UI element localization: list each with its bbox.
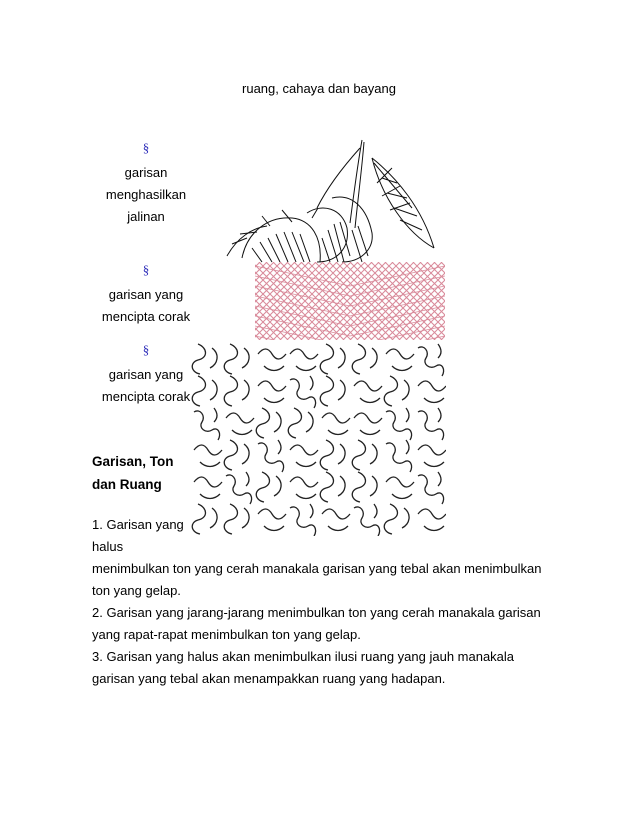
item-1-intro	[92, 514, 552, 558]
text-line: 2. Garisan yang jarang-jarang menimbulkan ton yang cerah manakala garisan	[92, 605, 541, 620]
section-heading-line: dan Ruang	[92, 477, 162, 492]
text-line: yang rapat-rapat menimbulkan ton yang gelap.	[92, 627, 361, 642]
text-line: 3. Garisan yang halus akan menimbulkan ilusi ruang yang jauh manakala	[92, 649, 515, 664]
bullet-1: §	[142, 140, 150, 155]
plant-sketch-illustration	[222, 138, 444, 264]
diamond-lattice-pattern	[255, 262, 445, 340]
caption-3-line: mencipta corak	[101, 389, 191, 404]
caption-1-line: menghasilkan	[105, 187, 187, 202]
body-text	[92, 558, 562, 690]
squiggle-maze-pattern	[190, 340, 446, 536]
text-line: menimbulkan ton yang cerah manakala garisan yang tebal akan menimbulkan	[92, 561, 542, 576]
caption-1-line: garisan	[124, 165, 168, 180]
caption-2-line: mencipta corak	[101, 309, 191, 324]
text-line: halus	[92, 539, 124, 554]
text-line: 1. Garisan yang	[92, 517, 184, 532]
caption-1	[76, 162, 216, 228]
page-title: ruang, cahaya dan bayang	[242, 81, 396, 96]
caption-1-line: jalinan	[127, 209, 165, 224]
section-heading-line: Garisan, Ton	[92, 454, 174, 469]
bullet-2: §	[142, 262, 150, 277]
bullet-3: §	[142, 342, 150, 357]
caption-2-line: garisan yang	[108, 287, 184, 302]
caption-3-line: garisan yang	[108, 367, 184, 382]
text-line: garisan yang tebal akan menampakkan ruang yang hadapan.	[92, 671, 446, 686]
text-line: ton yang gelap.	[92, 583, 181, 598]
caption-2	[76, 284, 216, 328]
section-heading	[92, 450, 174, 496]
